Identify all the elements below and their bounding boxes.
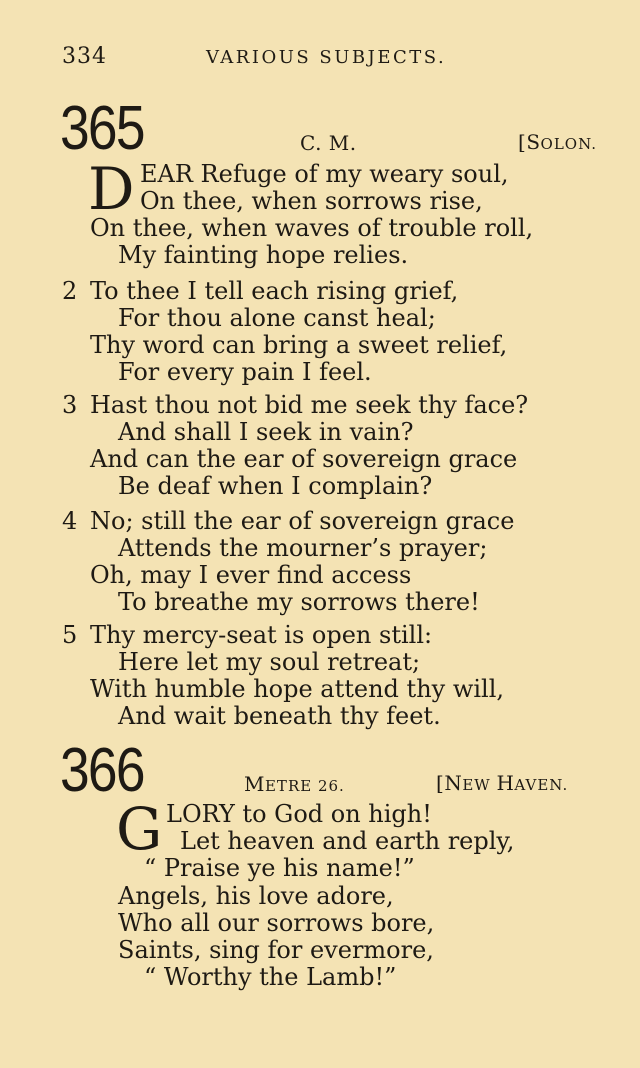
tune-bracket: [ <box>518 130 527 154</box>
tune-initial: H <box>496 771 515 795</box>
verse-line: To breathe my sorrows there! <box>118 588 480 616</box>
verse-line: Let heaven and earth reply, <box>180 827 515 855</box>
verse-line: With humble hope attend thy will, <box>90 675 505 703</box>
verse-line: Saints, sing for evermore, <box>118 936 434 964</box>
verse-line: To thee I tell each rising grief, <box>90 277 459 305</box>
verse-line: For every pain I feel. <box>118 358 372 386</box>
verse-line: Hast thou not bid me seek thy face? <box>90 391 529 419</box>
verse-line: On thee, when waves of trouble roll, <box>90 214 534 242</box>
verse-line: Here let my soul retreat; <box>118 648 421 676</box>
hymn-365-metre: C. M. <box>300 131 357 155</box>
verse-line: Attends the mourner’s prayer; <box>118 534 488 562</box>
tune-bracket: [ <box>436 771 445 795</box>
running-title: VARIOUS SUBJECTS. <box>206 47 447 68</box>
verse-line: Thy word can bring a sweet relief, <box>90 331 508 359</box>
verse-line: “ Worthy the Lamb!” <box>144 963 397 991</box>
verse-number: 3 <box>62 391 78 419</box>
verse-line: Angels, his love adore, <box>118 882 394 910</box>
dropcap-g: G <box>116 795 163 863</box>
hymn-number-366: 366 <box>60 736 144 805</box>
verse-line: On thee, when sorrows rise, <box>140 187 483 215</box>
verse-line: Oh, may I ever find access <box>90 561 412 589</box>
verse-line: Who all our sorrows bore, <box>118 909 435 937</box>
hymn-366-tune <box>436 771 568 795</box>
verse-number: 4 <box>62 507 78 535</box>
hymn-number-365: 365 <box>60 94 144 163</box>
verse-line: LORY to God on high! <box>166 800 432 828</box>
verse-line: My fainting hope relies. <box>118 241 409 269</box>
metre-initial: M <box>244 772 265 796</box>
tune-initial: N <box>444 771 463 795</box>
verse-line: And shall I seek in vain? <box>118 418 414 446</box>
verse-line: And can the ear of sovereign grace <box>90 445 518 473</box>
metre-rest: ETRE 26. <box>264 777 345 795</box>
verse-line: And wait beneath thy feet. <box>118 702 441 730</box>
tune-rest: EW <box>462 776 497 794</box>
verse-number: 5 <box>62 621 78 649</box>
verse-line: No; still the ear of sovereign grace <box>90 507 515 535</box>
tune-rest: AVEN. <box>514 776 569 794</box>
page-number: 334 <box>62 44 107 69</box>
hymn-365-tune <box>518 130 597 154</box>
verse-line: Be deaf when I complain? <box>118 472 433 500</box>
dropcap-d: D <box>88 155 135 223</box>
verse-number: 2 <box>62 277 78 305</box>
verse-line: “ Praise ye his name!” <box>144 854 415 882</box>
verse-line: Thy mercy-seat is open still: <box>90 621 433 649</box>
tune-initial: S <box>526 130 541 154</box>
tune-rest: OLON. <box>540 135 598 153</box>
verse-line: For thou alone canst heal; <box>118 304 436 332</box>
hymn-366-metre <box>244 772 345 796</box>
verse-line: EAR Refuge of my weary soul, <box>140 160 509 188</box>
